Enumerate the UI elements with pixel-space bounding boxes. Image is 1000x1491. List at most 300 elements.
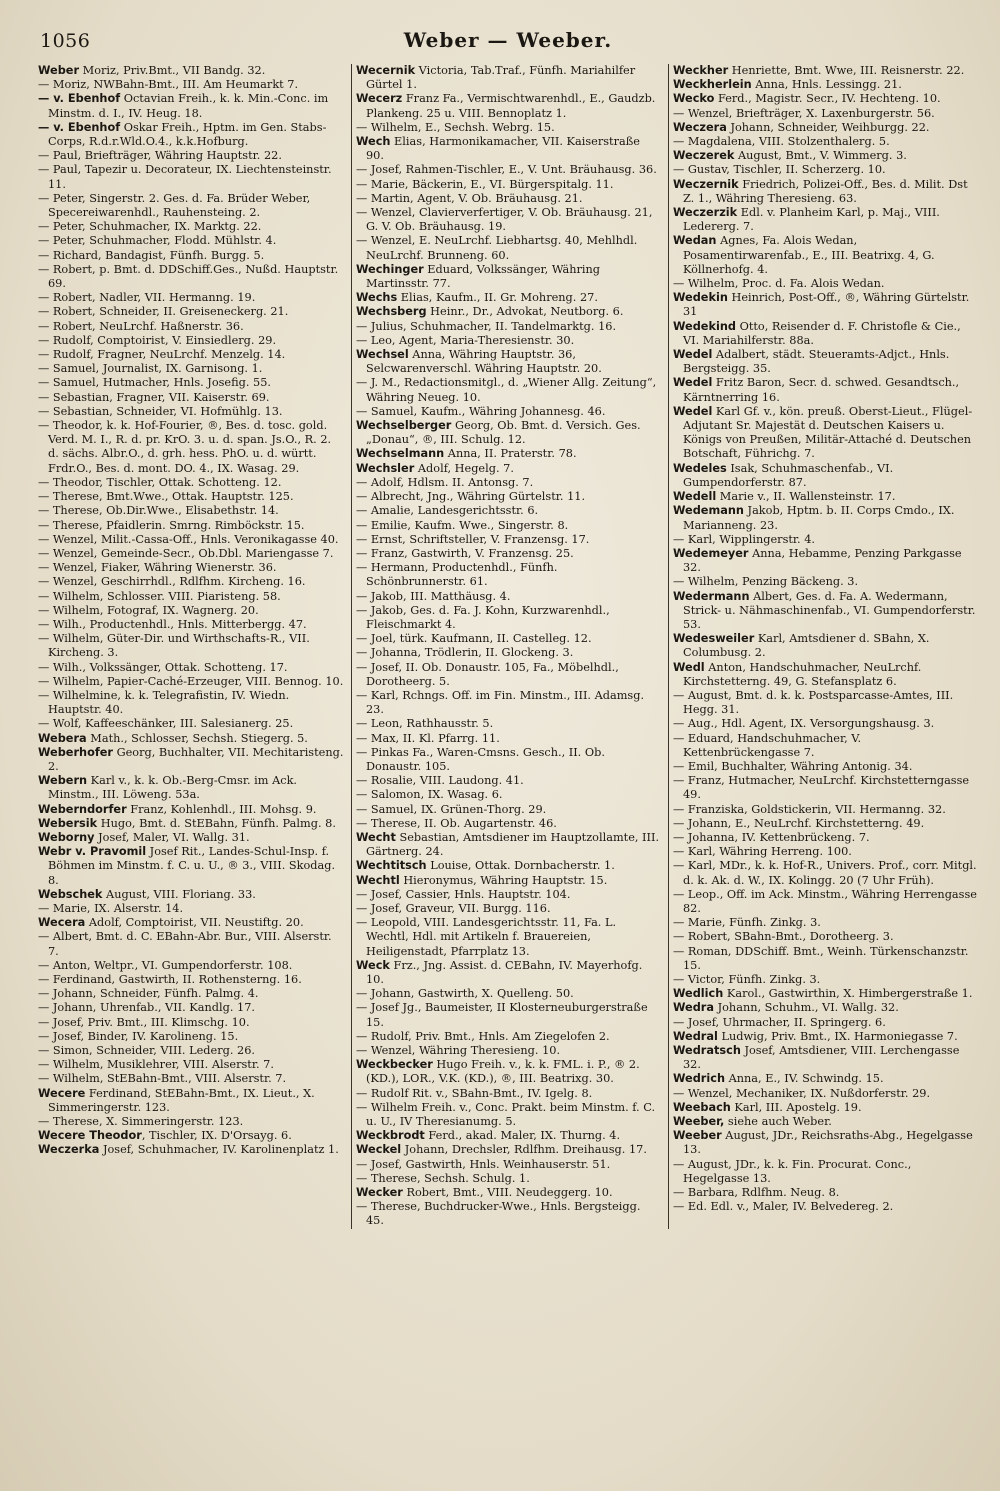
entry-details: Friedrich, Polizei-Off., Bes. d. Milit. Dst Z. 1., Währing Theresieng. 63. — [683, 177, 968, 205]
directory-entry — [356, 462, 661, 476]
entry-details: — Magdalena, VIII. Stolzenthalerg. 5. — [673, 135, 890, 149]
entry-details: Josef, Amtsdiener, VIII. Lerchengasse 32. — [683, 1044, 960, 1072]
directory-entry — [38, 547, 344, 561]
entry-details: — Peter, Schuhmacher, IX. Marktg. 22. — [38, 220, 262, 234]
directory-entry — [38, 689, 344, 717]
entry-details: — Franz, Gastwirth, V. Franzensg. 25. — [356, 546, 574, 560]
directory-entry — [356, 533, 661, 547]
entry-details: — Wenzel, Briefträger, X. Laxenburgerstr. 56. — [673, 106, 935, 120]
entry-surname: Wedl — [673, 660, 705, 674]
directory-entry — [38, 476, 344, 490]
entry-details: — Johann, Uhrenfab., VII. Kandlg. 17. — [38, 1001, 255, 1015]
entry-details: — Wolf, Kaffeeschänker, III. Salesianerg. 25. — [38, 717, 294, 731]
directory-entry — [673, 121, 978, 135]
entry-details: — Joel, türk. Kaufmann, II. Castelleg. 12. — [356, 632, 592, 646]
directory-entry — [38, 618, 344, 632]
directory-entry — [356, 817, 661, 831]
directory-entry — [38, 632, 344, 660]
entry-surname: Wechsler — [356, 461, 415, 475]
directory-entry — [38, 376, 344, 390]
entry-details: Louise, Ottak. Dornbacherstr. 1. — [426, 859, 615, 873]
directory-entry — [673, 973, 978, 987]
directory-entry — [356, 263, 661, 291]
directory-entry — [38, 1058, 344, 1072]
entry-details: — Josef, Cassier, Hnls. Hauptstr. 104. — [356, 887, 571, 901]
entry-surname: Wecernik — [356, 64, 416, 77]
entry-details: — Rudolf, Comptoirist, V. Einsiedlerg. 29. — [38, 333, 277, 347]
entry-details: — August, JDr., k. k. Fin. Procurat. Conc., Hegelgasse 13. — [673, 1157, 912, 1185]
directory-entry — [356, 234, 661, 262]
entry-details: — Wilhelm, Güter-Dir. und Wirthschafts-R., VII. Kircheng. 3. — [38, 632, 310, 660]
entry-surname: Wedekind — [673, 319, 736, 333]
entry-surname: Wedra — [673, 1001, 715, 1015]
directory-entry — [356, 376, 661, 404]
entry-details: — Wilh., Volkssänger, Ottak. Schotteng. 17. — [38, 660, 288, 674]
directory-entry — [38, 305, 344, 319]
directory-entry — [673, 1072, 978, 1086]
entry-details: — Therese, II. Ob. Augartenstr. 46. — [356, 816, 557, 830]
entry-details: — Paul, Briefträger, Währing Hauptstr. 22. — [38, 149, 282, 163]
directory-entry — [38, 1016, 344, 1030]
entry-surname: Wedekin — [673, 291, 728, 305]
directory-entry — [356, 902, 661, 916]
directory-entry — [673, 64, 978, 78]
entry-surname: Weebach — [673, 1100, 731, 1114]
entry-details: Albert, Ges. d. Fa. A. Wedermann, Strick- u. Nähmaschinenfab., VI. Gumpendorferstr. 53. — [683, 589, 976, 631]
entry-details: Anna, Währing Hauptstr. 36, Selcwarenverschl. Währing Hauptstr. 20. — [366, 348, 602, 376]
entry-details: , Tischler, IX. D'Orsayg. 6. — [141, 1129, 292, 1143]
directory-entry — [356, 604, 661, 632]
entry-details: Math., Schlosser, Sechsh. Stiegerg. 5. — [86, 731, 308, 745]
entry-details: — Wilhelm, Proc. d. Fa. Alois Wedan. — [673, 277, 885, 291]
directory-entry — [356, 334, 661, 348]
directory-entry — [38, 1143, 344, 1157]
entry-details: — Josef, II. Ob. Donaustr. 105, Fa., Möbelhdl., Dorotheerg. 5. — [356, 660, 619, 688]
entry-details: Elias, Harmonikamacher, VII. Kaiserstraße 90. — [366, 135, 640, 163]
entry-details: — Wenzel, Fiaker, Währing Wienerstr. 36. — [38, 561, 277, 575]
entry-details: — Samuel, IX. Grünen-Thorg. 29. — [356, 802, 547, 816]
directory-entry — [356, 646, 661, 660]
directory-entry — [38, 1044, 344, 1058]
entry-surname: Wedemeyer — [673, 546, 749, 560]
entry-details: — Simon, Schneider, VIII. Lederg. 26. — [38, 1044, 255, 1058]
entry-details: — Max, II. Kl. Pfarrg. 11. — [356, 731, 500, 745]
directory-entry — [356, 405, 661, 419]
entry-details: — Johann, E., NeuLrchf. Kirchstetterng. 49. — [673, 816, 925, 830]
directory-entry — [38, 533, 344, 547]
entry-surname: Wecht — [356, 830, 396, 844]
directory-entry — [673, 1101, 978, 1115]
page-header — [34, 28, 982, 54]
directory-entry — [356, 632, 661, 646]
directory-entry — [38, 192, 344, 220]
directory-entry — [673, 348, 978, 376]
entry-details: Josef, Maler, VI. Wallg. 31. — [94, 830, 250, 844]
entry-details: August, Bmt., V. Wimmerg. 3. — [734, 149, 907, 163]
entry-surname: Weeber — [673, 1129, 722, 1143]
directory-entry — [356, 874, 661, 888]
entry-details: — Josef, Binder, IV. Karolineng. 15. — [38, 1029, 239, 1043]
entry-details: — Pinkas Fa., Waren-Cmsns. Gesch., II. Ob. Donaustr. 105. — [356, 745, 605, 773]
directory-entry — [38, 391, 344, 405]
directory-entry — [356, 348, 661, 376]
directory-entry — [356, 490, 661, 504]
entry-details: — Leop., Off. im Ack. Minstm., Währing Herrengasse 82. — [673, 887, 977, 915]
entry-surname: Webschek — [38, 887, 103, 901]
directory-entry — [38, 845, 344, 888]
directory-entry — [356, 561, 661, 589]
entry-details: — Johanna, Trödlerin, II. Glockeng. 3. — [356, 646, 574, 660]
entry-details: — J. M., Redactionsmitgl., d. „Wiener Allg. Zeitung“, Währing Neueg. 10. — [356, 376, 657, 404]
directory-entry — [38, 1087, 344, 1115]
directory-entry — [673, 405, 978, 462]
directory-entry — [38, 1072, 344, 1086]
directory-entry — [38, 575, 344, 589]
directory-entry — [673, 774, 978, 802]
entry-surname: Wedratsch — [673, 1044, 741, 1058]
directory-entry — [673, 817, 978, 831]
entry-surname: Wechs — [356, 291, 398, 305]
entry-surname: Wecere — [38, 1086, 86, 1100]
entry-details: — Therese, X. Simmeringerstr. 123. — [38, 1115, 244, 1129]
entry-details: — Adolf, Hdlsm. II. Antonsg. 7. — [356, 475, 534, 489]
directory-entry — [356, 803, 661, 817]
entry-details: — Paul, Tapezir u. Decorateur, IX. Liechtensteinstr. 11. — [38, 163, 332, 191]
entry-details: — Sebastian, Fragner, VII. Kaiserstr. 69. — [38, 390, 270, 404]
directory-entry — [356, 121, 661, 135]
entry-surname: Wedrich — [673, 1072, 725, 1086]
entry-details: — Johann, Gastwirth, X. Quelleng. 50. — [356, 987, 574, 1001]
directory-entry — [38, 121, 344, 149]
directory-entry — [673, 732, 978, 760]
entry-details: — Ernst, Schriftsteller, V. Franzensg. 17. — [356, 532, 590, 546]
directory-entry — [356, 1172, 661, 1186]
entry-details: — Therese, Bmt.Wwe., Ottak. Hauptstr. 125. — [38, 490, 294, 504]
entry-details: Adolf, Comptoirist, VII. Neustiftg. 20. — [85, 916, 304, 930]
entry-surname: Weckherlein — [673, 78, 752, 92]
entry-details: Anna, Hnls. Lessingg. 21. — [751, 78, 902, 92]
entry-details: — Karl, Währing Herreng. 100. — [673, 845, 852, 859]
entry-details: — Wenzel, Gemeinde-Secr., Ob.Dbl. Mariengasse 7. — [38, 546, 334, 560]
directory-entry — [673, 831, 978, 845]
directory-entry — [673, 504, 978, 532]
directory-entry — [38, 831, 344, 845]
entry-surname: Wedermann — [673, 589, 750, 603]
entry-details: — Wilhelmine, k. k. Telegrafistin, IV. Wiedn. Hauptstr. 40. — [38, 688, 290, 717]
entry-surname: Weczerzik — [673, 206, 738, 220]
directory-entry — [356, 1001, 661, 1029]
directory-entry — [356, 916, 661, 959]
entry-details: — Salomon, IX. Wasag. 6. — [356, 788, 503, 802]
directory-entry — [673, 533, 978, 547]
entry-details: — Robert, NeuLrchf. Haßnerstr. 36. — [38, 319, 244, 333]
directory-entry — [673, 1129, 978, 1157]
entry-details: — Josef, Priv. Bmt., III. Klimschg. 10. — [38, 1015, 250, 1029]
entry-surname: Weckher — [673, 64, 729, 77]
entry-details: — Therese, Ob.Dir.Wwe., Elisabethstr. 14. — [38, 504, 279, 518]
entry-details: — Robert, SBahn-Bmt., Dorotheerg. 3. — [673, 930, 894, 944]
directory-entry — [673, 1016, 978, 1030]
directory-entry — [356, 447, 661, 461]
entry-details: — Julius, Schuhmacher, II. Tandelmarktg. 16. — [356, 319, 617, 333]
directory-entry — [673, 590, 978, 633]
entry-details: — Wilhelm, Musiklehrer, VIII. Alserstr. 7. — [38, 1058, 274, 1072]
directory-entry — [356, 689, 661, 717]
entry-surname: Weeber, — [673, 1115, 725, 1129]
directory-entry — [673, 632, 978, 660]
entry-details: — Emilie, Kaufm. Wwe., Singerstr. 8. — [356, 518, 569, 532]
directory-entry — [356, 831, 661, 859]
entry-surname: Wecko — [673, 92, 715, 106]
directory-entry — [673, 135, 978, 149]
entry-details: Karol., Gastwirthin, X. Himbergerstraße 1. — [723, 987, 973, 1001]
directory-column-left — [34, 64, 348, 1229]
entry-details: — Samuel, Hutmacher, Hnls. Josefig. 55. — [38, 376, 272, 390]
entry-details: — Jakob, Ges. d. Fa. J. Kohn, Kurzwarenhdl., Fleischmarkt 4. — [356, 603, 610, 631]
entry-details: — Johann, Schneider, Fünfh. Palmg. 4. — [38, 987, 259, 1001]
entry-details: — Albert, Bmt. d. C. EBahn-Abr. Bur., VIII. Alserstr. 7. — [38, 930, 332, 958]
entry-details: — Theodor, Tischler, Ottak. Schotteng. 12. — [38, 475, 282, 489]
entry-details: Agnes, Fa. Alois Wedan, Posamentirwarenfab., E., III. Beatrixg. 4, G. Köllnerhofg. 4. — [683, 234, 935, 276]
entry-surname: Wedell — [673, 490, 717, 504]
entry-details: Octavian Freih., k. k. Min.-Conc. im Minstm. d. I., IV. Heug. 18. — [48, 92, 329, 120]
directory-entry — [356, 206, 661, 234]
directory-entry — [673, 178, 978, 206]
directory-entry — [38, 419, 344, 476]
entry-details: Josef Rit., Landes-Schul-Insp. f. Böhmen im Minstm. f. C. u. U., ® 3., VIII. Skodag. 8. — [48, 845, 336, 887]
entry-details: siehe auch Weber. — [724, 1115, 832, 1129]
entry-details: Fritz Baron, Secr. d. schwed. Gesandtsch., Kärntnerring 16. — [683, 376, 960, 404]
directory-entry — [38, 362, 344, 376]
entry-details: — Wilhelm, StEBahn-Bmt., VIII. Alserstr. 7. — [38, 1072, 287, 1086]
directory-entry — [673, 1186, 978, 1200]
entry-surname: Webr v. Pravomil — [38, 845, 147, 859]
directory-entry — [356, 788, 661, 802]
entry-surname: Wecere Theodor — [38, 1129, 142, 1143]
directory-entry — [673, 1044, 978, 1072]
directory-entry — [38, 78, 344, 92]
entry-details: Adolf, Hegelg. 7. — [414, 461, 514, 475]
directory-entry — [356, 92, 661, 120]
directory-entry — [673, 490, 978, 504]
directory-entry — [38, 902, 344, 916]
entry-surname: Wecker — [356, 1186, 403, 1200]
directory-entry — [356, 305, 661, 319]
entry-details: Robert, Bmt., VIII. Neudeggerg. 10. — [402, 1186, 613, 1200]
directory-entry — [38, 973, 344, 987]
directory-entry — [38, 504, 344, 518]
directory-entry — [356, 178, 661, 192]
directory-entry — [356, 291, 661, 305]
entry-surname: Wedel — [673, 376, 713, 390]
entry-details: — Marie, Fünfh. Zinkg. 3. — [673, 916, 821, 930]
entry-details: — Leon, Rathhausstr. 5. — [356, 717, 494, 731]
directory-entry — [673, 320, 978, 348]
entry-surname: Weber — [38, 64, 80, 77]
directory-entry — [673, 1001, 978, 1015]
entry-surname: Wedral — [673, 1029, 718, 1043]
entry-details: Franz, Kohlenhdl., III. Mohsg. 9. — [126, 802, 317, 816]
entry-details: — Josef, Graveur, VII. Burgg. 116. — [356, 901, 551, 915]
entry-details: Anton, Handschuhmacher, NeuLrchf. Kirchstetterng. 49, G. Stefansplatz 6. — [683, 660, 922, 688]
directory-entry — [356, 987, 661, 1001]
entry-surname: Wedel — [673, 348, 713, 362]
entry-details: — Josef, Rahmen-Tischler, E., V. Unt. Bräuhausg. 36. — [356, 163, 657, 177]
directory-entry — [673, 1158, 978, 1186]
directory-entry — [673, 575, 978, 589]
entry-details: — Peter, Schuhmacher, Flodd. Mühlstr. 4. — [38, 234, 277, 248]
directory-entry — [673, 689, 978, 717]
directory-entry — [673, 945, 978, 973]
directory-entry — [38, 888, 344, 902]
entry-details: Otto, Reisender d. F. Christofle & Cie., VI. Mariahilferstr. 88a. — [683, 319, 961, 347]
directory-entry — [356, 888, 661, 902]
entry-details: — Moriz, NWBahn-Bmt., III. Am Heumarkt 7. — [38, 78, 299, 92]
entry-details: — Robert, p. Bmt. d. DDSchiff.Ges., Nußd. Hauptstr. 69. — [38, 262, 339, 291]
entry-details: — Franz, Hutmacher, NeuLrchf. Kirchstetterngasse 49. — [673, 774, 970, 802]
entry-details: — Therese, Sechsh. Schulg. 1. — [356, 1171, 530, 1185]
directory-entry — [356, 320, 661, 334]
entry-surname: Weberndorfer — [38, 802, 127, 816]
entry-details: Karl, III. Apostelg. 19. — [730, 1100, 862, 1114]
entry-details: Hugo Freih. v., k. k. FML. i. P., ® 2. (KD.), LOR., V.K. (KD.), ®, III. Beatrixg. 30. — [366, 1058, 640, 1086]
entry-surname: Wedemann — [673, 504, 744, 518]
directory-entry — [38, 930, 344, 958]
entry-surname: Wedesweiler — [673, 632, 755, 646]
entry-details: Georg, Ob. Bmt. d. Versich. Ges. „Donau“, ®, III. Schulg. 12. — [366, 419, 641, 447]
directory-entry — [38, 1129, 344, 1143]
directory-entry — [38, 163, 344, 191]
entry-details: Jakob, Hptm. b. II. Corps Cmdo., IX. Marianneng. 23. — [683, 504, 955, 532]
directory-entry — [38, 320, 344, 334]
directory-entry — [356, 661, 661, 689]
entry-surname: Weczerka — [38, 1143, 100, 1157]
entry-details: Heinr., Dr., Advokat, Neutborg. 6. — [426, 305, 624, 319]
entry-details: — Wenzel, Clavierverfertiger, V. Ob. Bräuhausg. 21, G. V. Ob. Bräuhausg. 19. — [356, 206, 653, 234]
entry-details: — Karl, Rchngs. Off. im Fin. Minstm., III. Adamsg. 23. — [356, 688, 645, 717]
entry-details: Ludwig, Priv. Bmt., IX. Harmoniegasse 7. — [717, 1029, 958, 1043]
entry-details: — Josef, Gastwirth, Hnls. Weinhauserstr. 51. — [356, 1157, 611, 1171]
directory-entry — [38, 405, 344, 419]
directory-entry — [673, 547, 978, 575]
directory-entry — [356, 547, 661, 561]
directory-entry — [356, 504, 661, 518]
entry-details: Ferd., akad. Maler, IX. Thurng. 4. — [424, 1129, 621, 1143]
entry-surname: Wech — [356, 135, 391, 149]
directory-entry — [356, 1200, 661, 1228]
directory-column-right — [668, 64, 982, 1229]
entry-surname: Webera — [38, 731, 87, 745]
entry-details: Karl v., k. k. Ob.-Berg-Cmsr. im Ack. Minstm., III. Löweng. 53a. — [48, 774, 298, 802]
directory-entry — [356, 859, 661, 873]
directory-entry — [356, 590, 661, 604]
entry-details: — Marie, IX. Alserstr. 14. — [38, 901, 184, 915]
directory-entry — [356, 746, 661, 774]
entry-details: — Wenzel, Milit.-Cassa-Off., Hnls. Veronikagasse 40. — [38, 532, 339, 546]
entry-surname: Weczerek — [673, 149, 735, 163]
entry-details: — Roman, DDSchiff. Bmt., Weinh. Türkenschanzstr. 15. — [673, 944, 969, 972]
entry-surname: Wechinger — [356, 262, 424, 276]
directory-entry — [38, 916, 344, 930]
entry-details: August, JDr., Reichsraths-Abg., Hegelgasse 13. — [683, 1129, 973, 1157]
entry-details: Anna, E., IV. Schwindg. 15. — [725, 1072, 884, 1086]
directory-entry — [38, 490, 344, 504]
directory-entry — [673, 291, 978, 319]
entry-surname: Wechtitsch — [356, 859, 427, 873]
entry-details: Isak, Schuhmaschenfab., VI. Gumpendorferstr. 87. — [683, 461, 894, 489]
directory-entry — [38, 263, 344, 291]
entry-details: — Wilhelm, Penzing Bäckeng. 3. — [673, 575, 859, 589]
entry-surname: Wedeles — [673, 461, 727, 475]
entry-details: Karl, Amtsdiener d. SBahn, X. Columbusg. 2. — [683, 632, 930, 660]
directory-entry — [38, 774, 344, 802]
directory-entry — [673, 107, 978, 121]
directory-entry — [356, 1030, 661, 1044]
entry-surname: Wechsel — [356, 348, 409, 362]
entry-details: Frz., Jng. Assist. d. CEBahn, IV. Mayerhofg. 10. — [366, 958, 643, 986]
directory-entry — [673, 78, 978, 92]
entry-details: — Victor, Fünfh. Zinkg. 3. — [673, 973, 821, 986]
entry-details: — Albrecht, Jng., Währing Gürtelstr. 11. — [356, 490, 586, 504]
entry-details: — Barbara, Rdlfhm. Neug. 8. — [673, 1186, 840, 1200]
entry-surname: Wedlich — [673, 987, 724, 1001]
entry-details: — Jakob, III. Matthäusg. 4. — [356, 589, 511, 603]
entry-details: — Aug., Hdl. Agent, IX. Versorgungshausg. 3. — [673, 717, 935, 731]
entry-details: Anna, II. Praterstr. 78. — [444, 447, 577, 461]
directory-entry — [38, 717, 344, 731]
directory-column-middle — [351, 64, 665, 1229]
directory-entry — [38, 519, 344, 533]
directory-entry — [356, 135, 661, 163]
entry-details: Victoria, Tab.Traf., Fünfh. Mariahilfer Gürtel 1. — [366, 64, 636, 92]
directory-columns — [34, 64, 982, 1229]
directory-entry — [673, 845, 978, 859]
entry-details: — Ferdinand, Gastwirth, II. Rothensterng. 16. — [38, 973, 302, 986]
directory-entry — [673, 206, 978, 234]
entry-details: — Eduard, Handschuhmacher, V. Kettenbrückengasse 7. — [673, 731, 862, 759]
directory-entry — [673, 149, 978, 163]
entry-details: — Emil, Buchhalter, Währing Antonig. 34. — [673, 759, 913, 773]
entry-details: Johann, Schneider, Weihburgg. 22. — [726, 120, 930, 134]
directory-entry — [673, 376, 978, 404]
entry-surname: Weckbecker — [356, 1058, 433, 1072]
entry-surname: Weckbrodt — [356, 1129, 425, 1143]
entry-details: Elias, Kaufm., II. Gr. Mohreng. 27. — [397, 291, 598, 305]
entry-details: — Rudolf, Fragner, NeuLrchf. Menzelg. 14. — [38, 348, 286, 362]
entry-details: Heinrich, Post-Off., ®, Währing Gürtelstr. 31 — [683, 291, 970, 319]
page-number: 1056 — [40, 30, 91, 52]
entry-details: — Samuel, Kaufm., Währing Johannesg. 46. — [356, 404, 606, 418]
directory-entry — [38, 64, 344, 78]
entry-details: Johann, Schuhm., VI. Wallg. 32. — [714, 1001, 899, 1015]
directory-entry — [38, 959, 344, 973]
entry-surname: Weberhofer — [38, 745, 113, 759]
entry-details: — Hermann, Productenhdl., Fünfh. Schönbrunnerstr. 61. — [356, 561, 558, 589]
entry-details: — Josef, Uhrmacher, II. Springerg. 6. — [673, 1015, 886, 1029]
directory-entry — [673, 661, 978, 689]
entry-details: — Amalie, Landesgerichtsstr. 6. — [356, 504, 539, 518]
entry-details: — Therese, Buchdrucker-Wwe., Hnls. Bergsteigg. 45. — [356, 1200, 641, 1228]
entry-details: Hieronymus, Währing Hauptstr. 15. — [399, 873, 608, 887]
entry-details: Henriette, Bmt. Wwe, III. Reisnerstr. 22. — [728, 64, 965, 77]
directory-entry — [38, 817, 344, 831]
entry-details: — Wilhelm, Fotograf, IX. Wagnerg. 20. — [38, 603, 259, 617]
directory-entry — [356, 717, 661, 731]
entry-details: — Rudolf Rit. v., SBahn-Bmt., IV. Igelg. 8. — [356, 1086, 593, 1100]
entry-details: — Wilhelm, Schlosser. VIII. Piaristeng. 58. — [38, 589, 281, 603]
entry-surname: — v. Ebenhof — [38, 92, 121, 106]
entry-details: — Martin, Agent, V. Ob. Bräuhausg. 21. — [356, 191, 583, 205]
